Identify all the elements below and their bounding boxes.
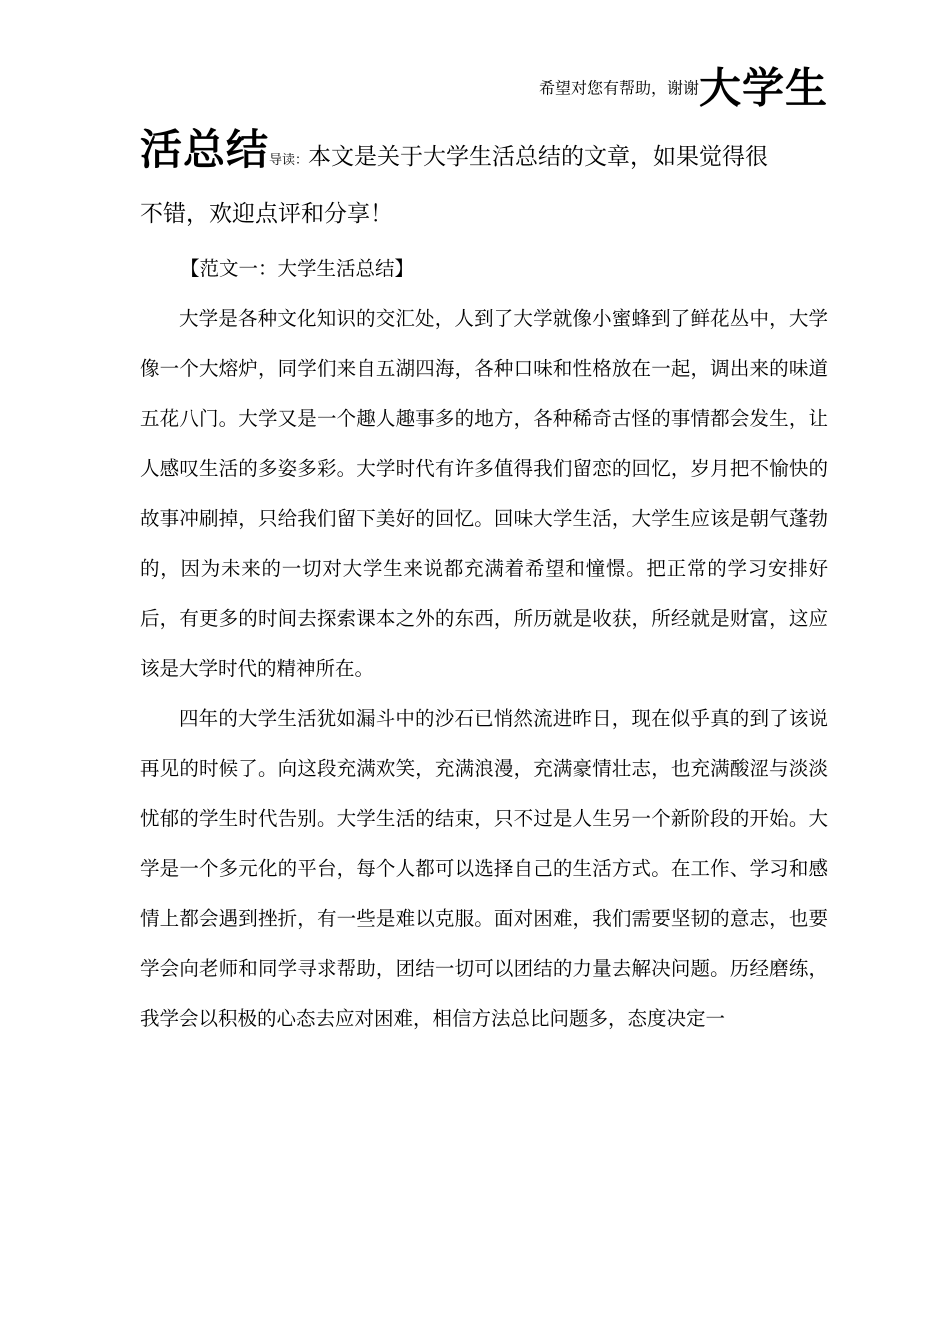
- section-heading: 【范文一：大学生活总结】: [180, 257, 415, 280]
- guide-label: 导读：: [269, 153, 309, 168]
- paragraph: 四年的大学生活犹如漏斗中的沙石已悄然流进昨日，现在似乎真的到了该说再见的时候了。向这段充满欢笑，充满浪漫，充满豪情壮志，也充满酸涩与淡淡忧郁的学生时代告别。大学生活的结束，只不过是人生另一个新阶段的开始。大学是一个多元化的平台，每个人都可以选择自己的生活方式。在工作、学习和感情上都会遇到挫折，有一些是难以克服。面对困难，我们需要坚韧的意志，也要学会向老师和同学寻求帮助，团结一切可以团结的力量去解决问题。历经磨练，我学会以积极的心态去应对困难，相信方法总比问题多，态度决定一: [140, 707, 828, 1030]
- article-body: [140, 244, 828, 1044]
- document-title-part2: 活总结: [140, 125, 270, 174]
- header-line: [140, 58, 828, 119]
- guide-text-line1: 本文是关于大学生活总结的文章，如果觉得很: [308, 144, 769, 170]
- document-title-part1: 大学生: [698, 63, 828, 113]
- paragraph: 大学是各种文化知识的交汇处，人到了大学就像小蜜蜂到了鲜花丛中，大学像一个大熔炉，同学们来自五湖四海，各种口味和性格放在一起，调出来的味道五花八门。大学又是一个趣人趣事多的地方，各种稀奇古怪的事情都会发生，让人感叹生活的多姿多彩。大学时代有许多值得我们留恋的回忆，岁月把不愉快的故事冲刷掉，只给我们留下美好的回忆。回味大学生活，大学生应该是朝气蓬勃的，因为未来的一切对大学生来说都充满着希望和憧憬。把正常的学习安排好后，有更多的时间去探索课本之外的东西，所历就是收获，所经就是财富，这应该是大学时代的精神所在。: [140, 307, 828, 680]
- guide-text-line2: 不错，欢迎点评和分享！: [140, 201, 393, 227]
- header-note: 希望对您有帮助，谢谢: [538, 78, 699, 98]
- title-line: [140, 122, 840, 189]
